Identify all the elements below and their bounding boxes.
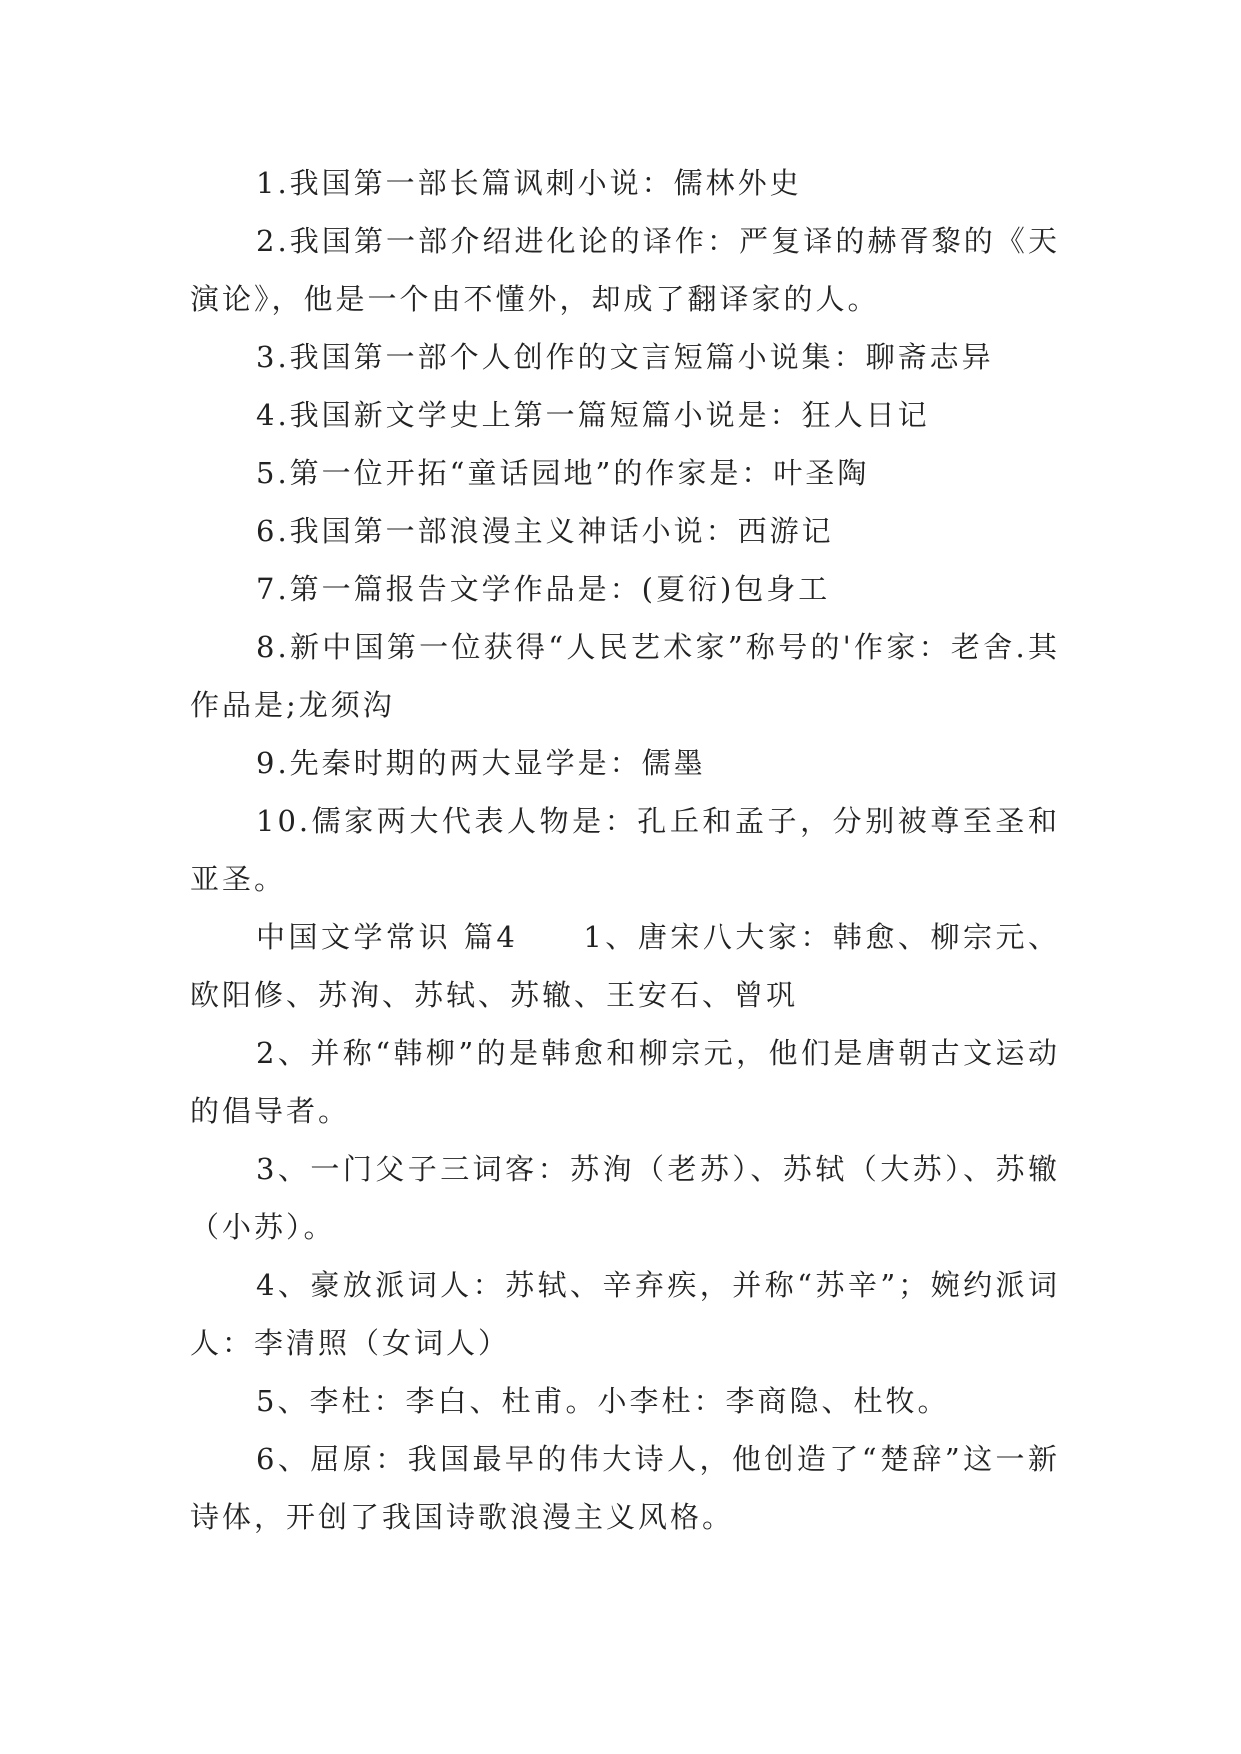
document-body bbox=[190, 154, 1060, 1546]
paragraph-8: 8.新中国第一位获得“人民艺术家”称号的'作家：老舍.其作品是;龙须沟 bbox=[190, 630, 1060, 722]
paragraph-7: 7.第一篇报告文学作品是：(夏衍)包身工 bbox=[256, 572, 831, 606]
paragraph-6: 6.我国第一部浪漫主义神话小说：西游记 bbox=[256, 514, 834, 548]
paragraph-11: 中国文学常识 篇4 1、唐宋八大家：韩愈、柳宗元、欧阳修、苏洵、苏轼、苏辙、王安石、曾巩 bbox=[190, 920, 1060, 1012]
paragraph-9: 9.先秦时期的两大显学是：儒墨 bbox=[256, 746, 706, 780]
paragraph-15: 5、李杜：李白、杜甫。小李杜：李商隐、杜牧。 bbox=[256, 1384, 950, 1418]
paragraph-10: 10.儒家两大代表人物是：孔丘和孟子，分别被尊至圣和亚圣。 bbox=[190, 804, 1060, 896]
paragraph-3: 3.我国第一部个人创作的文言短篇小说集：聊斋志异 bbox=[256, 340, 994, 374]
paragraph-14: 4、豪放派词人：苏轼、辛弃疾，并称“苏辛”；婉约派词人：李清照（女词人） bbox=[190, 1268, 1060, 1360]
paragraph-12: 2、并称“韩柳”的是韩愈和柳宗元，他们是唐朝古文运动的倡导者。 bbox=[190, 1036, 1060, 1128]
paragraph-2: 2.我国第一部介绍进化论的译作：严复译的赫胥黎的《天演论》，他是一个由不懂外，却成了翻译家的人。 bbox=[190, 224, 1060, 316]
paragraph-13: 3、一门父子三词客：苏洵（老苏）、苏轼（大苏）、苏辙（小苏）。 bbox=[190, 1152, 1060, 1244]
paragraph-4: 4.我国新文学史上第一篇短篇小说是：狂人日记 bbox=[256, 398, 930, 432]
paragraph-1: 1.我国第一部长篇讽刺小说：儒林外史 bbox=[256, 166, 802, 200]
paragraph-16: 6、屈原：我国最早的伟大诗人，他创造了“楚辞”这一新诗体，开创了我国诗歌浪漫主义风格。 bbox=[190, 1442, 1060, 1534]
paragraph-5: 5.第一位开拓“童话园地”的作家是：叶圣陶 bbox=[256, 456, 870, 490]
